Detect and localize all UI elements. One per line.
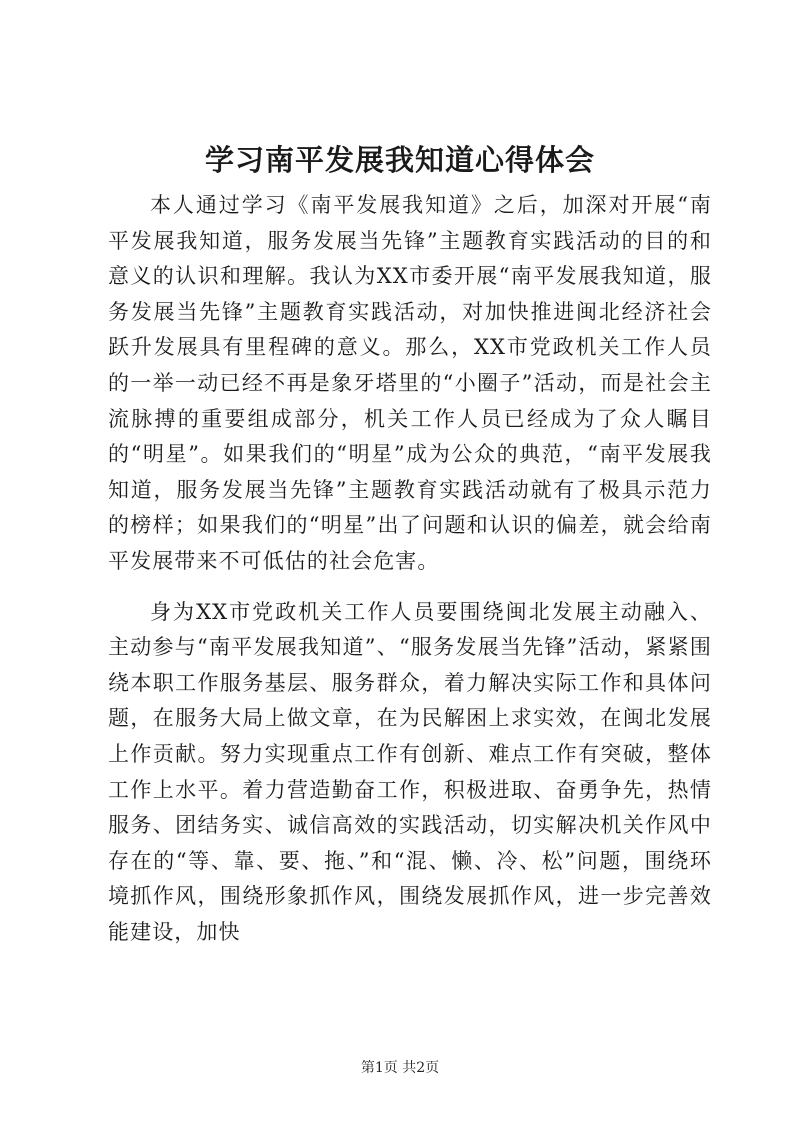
document-body	[108, 188, 712, 950]
document-title: 学习南平发展我知道心得体会	[204, 143, 595, 177]
page-number-footer: 第1页 共2页	[360, 1060, 440, 1076]
paragraph-2: 身为XX市党政机关工作人员要围绕闽北发展主动融入、主动参与“南平发展我知道”、“服务发展当先锋”活动，紧紧围绕本职工作服务基层、服务群众，着力解决实际工作和具体问题，在服务大局上做文章，在为民解困上求实效，在闽北发展上作贡献。努力实现重点工作有创新、难点工作有突破，整体工作上水平。着力营造勤奋工作，积极进取、奋勇争先，热情服务、团结务实、诚信高效的实践活动，切实解决机关作风中存在的“等、靠、要、拖、”和“混、懒、冷、松”问题，围绕环境抓作风，围绕形象抓作风，围绕发展抓作风，进一步完善效能建设，加快	[108, 599, 712, 944]
paragraph-1: 本人通过学习《南平发展我知道》之后，加深对开展“南平发展我知道，服务发展当先锋”主题教育实践活动的目的和意义的认识和理解。我认为XX市委开展“南平发展我知道，服务发展当先锋”主题教育实践活动，对加快推进闽北经济社会跃升发展具有里程碑的意义。那么，XX市党政机关工作人员的一举一动已经不再是象牙塔里的“小圈子”活动，而是社会主流脉搏的重要组成部分，机关工作人员已经成为了众人瞩目的“明星”。如果我们的“明星”成为公众的典范，“南平发展我知道，服务发展当先锋”主题教育实践活动就有了极具示范力的榜样；如果我们的“明星”出了问题和认识的偏差，就会给南平发展带来不可低估的社会危害。	[108, 193, 712, 573]
